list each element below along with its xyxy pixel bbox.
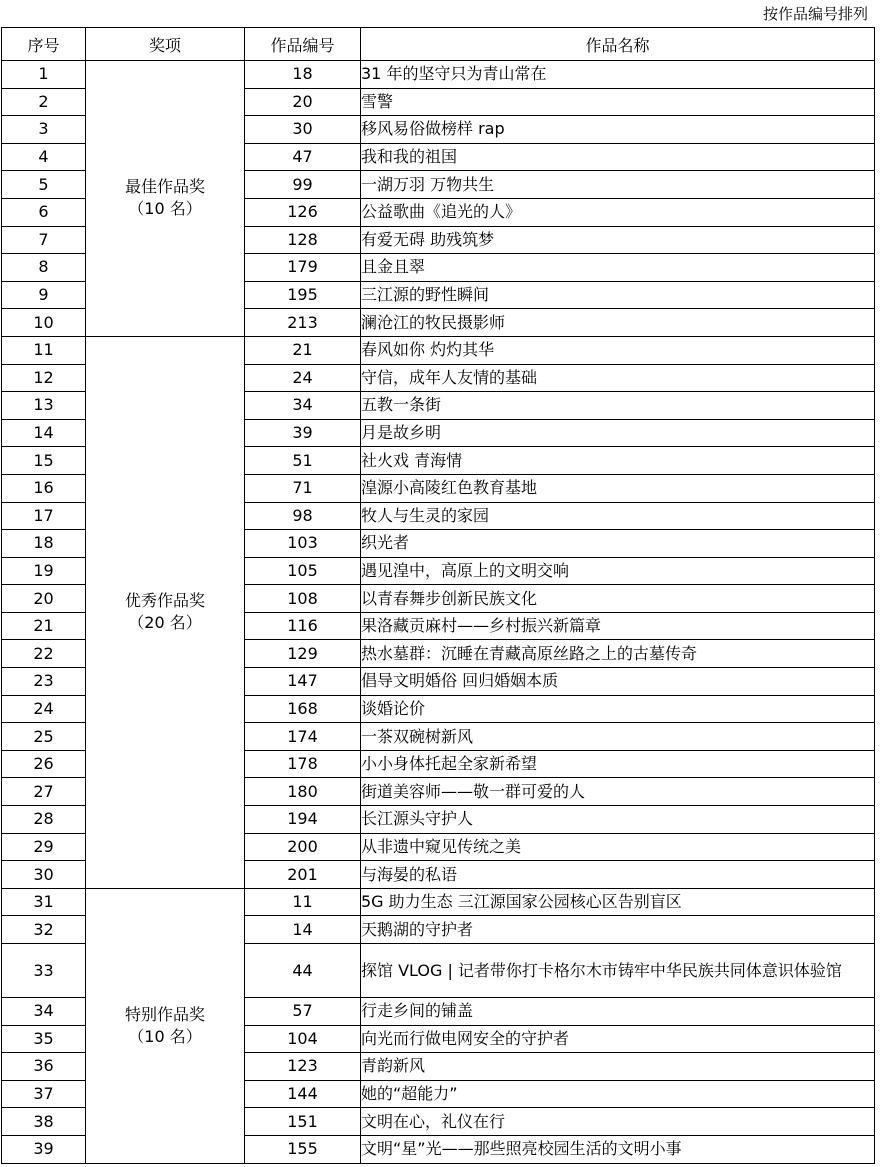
row-work-number: 30 [245,116,361,144]
row-seq: 9 [2,281,86,309]
row-seq: 4 [2,143,86,171]
row-work-number: 18 [245,61,361,89]
row-work-title: 青韵新风 [361,1053,875,1081]
row-seq: 31 [2,888,86,916]
row-seq: 38 [2,1108,86,1136]
row-work-number: 98 [245,502,361,530]
row-seq: 34 [2,998,86,1026]
row-work-number: 126 [245,198,361,226]
row-work-number: 116 [245,612,361,640]
row-work-title: 文明“星”光——那些照亮校园生活的文明小事 [361,1135,875,1163]
row-work-title: 社火戏 青海情 [361,447,875,475]
row-work-number: 201 [245,861,361,889]
row-seq: 29 [2,833,86,861]
row-work-number: 34 [245,392,361,420]
row-seq: 32 [2,916,86,944]
row-work-title: 文明在心，礼仪在行 [361,1108,875,1136]
row-work-number: 14 [245,916,361,944]
row-work-title: 湟源小高陵红色教育基地 [361,474,875,502]
row-work-title: 向光而行做电网安全的守护者 [361,1025,875,1053]
row-work-number: 71 [245,474,361,502]
row-seq: 16 [2,474,86,502]
row-work-title: 五教一条街 [361,392,875,420]
row-work-title: 与海晏的私语 [361,861,875,889]
table-body [2,61,875,1164]
row-work-number: 123 [245,1053,361,1081]
row-work-number: 44 [245,944,361,998]
award-name: 最佳作品奖 [124,177,205,197]
award-count: （20 名） [128,613,202,633]
row-work-title: 一茶双碗树新风 [361,723,875,751]
row-work-title: 谈婚论价 [361,695,875,723]
row-work-number: 39 [245,419,361,447]
row-work-number: 155 [245,1135,361,1163]
row-work-number: 24 [245,364,361,392]
row-work-title: 有爱无碍 助残筑梦 [361,226,875,254]
row-seq: 17 [2,502,86,530]
row-work-title: 长江源头守护人 [361,806,875,834]
row-seq: 19 [2,557,86,585]
row-work-title: 且金且翠 [361,254,875,282]
row-seq: 10 [2,309,86,337]
row-work-title: 从非遗中窥见传统之美 [361,833,875,861]
row-work-title: 织光者 [361,530,875,558]
row-seq: 12 [2,364,86,392]
award-group-cell [86,336,245,888]
row-seq: 13 [2,392,86,420]
award-name: 优秀作品奖 [124,591,205,611]
row-work-title: 我和我的祖国 [361,143,875,171]
row-work-number: 128 [245,226,361,254]
row-work-number: 194 [245,806,361,834]
row-work-title: 5G 助力生态 三江源国家公园核心区告别盲区 [361,888,875,916]
row-work-title: 移风易俗做榜样 rap [361,116,875,144]
row-seq: 7 [2,226,86,254]
header-number: 作品编号 [245,28,361,61]
award-count: （10 名） [128,199,202,219]
row-seq: 37 [2,1080,86,1108]
award-group-cell [86,888,245,1163]
table-row [2,61,875,89]
row-work-title: 果洛藏贡麻村——乡村振兴新篇章 [361,612,875,640]
row-work-number: 174 [245,723,361,751]
row-work-number: 179 [245,254,361,282]
row-work-number: 51 [245,447,361,475]
header-seq: 序号 [2,28,86,61]
row-work-number: 178 [245,750,361,778]
row-work-number: 213 [245,309,361,337]
row-seq: 20 [2,585,86,613]
row-seq: 14 [2,419,86,447]
row-work-number: 147 [245,668,361,696]
row-seq: 33 [2,944,86,998]
row-seq: 28 [2,806,86,834]
row-work-number: 99 [245,171,361,199]
row-work-number: 47 [245,143,361,171]
row-work-title: 热水墓群：沉睡在青藏高原丝路之上的古墓传奇 [361,640,875,668]
award-table [1,27,875,1164]
table-row [2,336,875,364]
row-seq: 6 [2,198,86,226]
sort-note: 按作品编号排列 [762,5,868,23]
row-work-number: 57 [245,998,361,1026]
row-work-number: 200 [245,833,361,861]
row-work-number: 151 [245,1108,361,1136]
row-seq: 36 [2,1053,86,1081]
row-seq: 35 [2,1025,86,1053]
row-seq: 21 [2,612,86,640]
row-work-title: 探馆 VLOG | 记者带你打卡格尔木市铸牢中华民族共同体意识体验馆 [361,944,875,998]
row-work-number: 195 [245,281,361,309]
table-row [2,888,875,916]
row-seq: 22 [2,640,86,668]
row-seq: 18 [2,530,86,558]
row-seq: 1 [2,61,86,89]
row-work-title: 天鹅湖的守护者 [361,916,875,944]
row-work-number: 104 [245,1025,361,1053]
row-work-title: 澜沧江的牧民摄影师 [361,309,875,337]
row-work-title: 街道美容师——敬一群可爱的人 [361,778,875,806]
row-work-title: 月是故乡明 [361,419,875,447]
row-work-number: 11 [245,888,361,916]
row-seq: 24 [2,695,86,723]
header-title: 作品名称 [361,28,875,61]
row-work-number: 21 [245,336,361,364]
row-seq: 3 [2,116,86,144]
row-work-title: 遇见湟中，高原上的文明交响 [361,557,875,585]
row-work-title: 牧人与生灵的家园 [361,502,875,530]
row-work-number: 105 [245,557,361,585]
row-work-number: 180 [245,778,361,806]
row-work-title: 她的“超能力” [361,1080,875,1108]
row-seq: 25 [2,723,86,751]
row-work-title: 以青春舞步创新民族文化 [361,585,875,613]
header-award: 奖项 [86,28,245,61]
row-seq: 23 [2,668,86,696]
row-seq: 8 [2,254,86,282]
row-work-number: 168 [245,695,361,723]
row-work-number: 108 [245,585,361,613]
award-name: 特别作品奖 [124,1004,205,1024]
row-seq: 30 [2,861,86,889]
award-count: （10 名） [128,1026,202,1046]
row-work-title: 31 年的坚守只为青山常在 [361,61,875,89]
header-row [2,28,875,61]
row-work-number: 129 [245,640,361,668]
row-seq: 26 [2,750,86,778]
row-work-number: 144 [245,1080,361,1108]
row-work-title: 守信，成年人友情的基础 [361,364,875,392]
row-seq: 5 [2,171,86,199]
row-work-title: 倡导文明婚俗 回归婚姻本质 [361,668,875,696]
row-seq: 15 [2,447,86,475]
row-work-title: 春风如你 灼灼其华 [361,336,875,364]
row-work-title: 三江源的野性瞬间 [361,281,875,309]
row-seq: 39 [2,1135,86,1163]
award-group-cell [86,61,245,337]
row-seq: 2 [2,88,86,116]
row-seq: 11 [2,336,86,364]
row-work-title: 一湖万羽 万物共生 [361,171,875,199]
row-work-title: 雪警 [361,88,875,116]
row-work-title: 公益歌曲《追光的人》 [361,198,875,226]
row-work-title: 小小身体托起全家新希望 [361,750,875,778]
row-work-number: 103 [245,530,361,558]
row-work-title: 行走乡间的铺盖 [361,998,875,1026]
row-seq: 27 [2,778,86,806]
row-work-number: 20 [245,88,361,116]
